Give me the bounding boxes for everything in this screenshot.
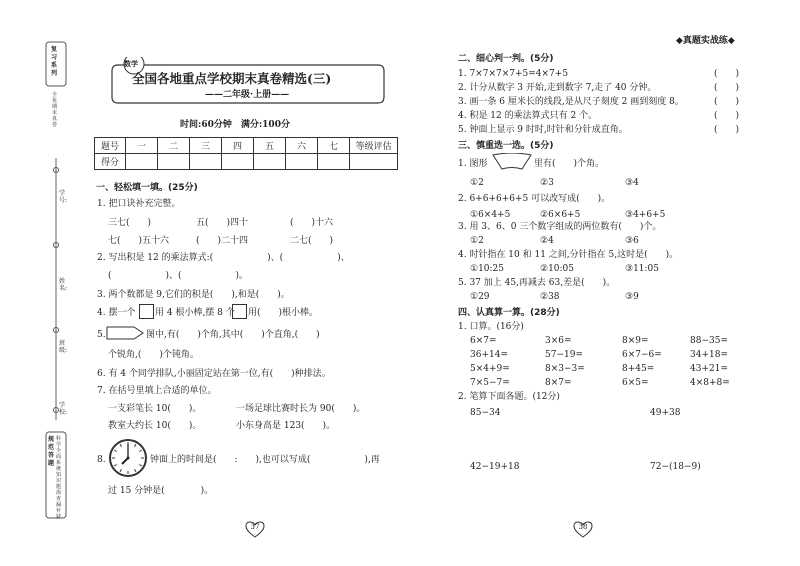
page-number-left: 37 — [250, 523, 260, 531]
square-figure — [232, 304, 247, 319]
judge-answer-paren[interactable]: ( ) — [714, 125, 740, 135]
judge-answer-paren[interactable]: ( ) — [714, 69, 740, 79]
section-3-title: 三、慎重选一选。(5分) — [458, 141, 554, 151]
page-number-right: 38 — [578, 523, 588, 531]
question-2-line-1: 2. 写出积是 12 的乘法算式:( )、( )、 — [97, 253, 350, 263]
calc-item: 36+14= — [470, 350, 508, 360]
square-figure — [139, 304, 154, 319]
q7-item: 一场足球比赛时长为 90( )。 — [236, 404, 366, 414]
question-6: 6. 有 4 个同学排队,小丽固定站在第一位,有( )种排法。 — [97, 369, 331, 379]
calc-item: 6×7= — [470, 336, 497, 346]
q1-item: ( )二十四 — [196, 236, 249, 246]
score-value-row — [95, 154, 398, 170]
section-4-title: 四、认真算一算。(28分) — [458, 308, 560, 318]
score-cell: 三 — [190, 138, 222, 154]
calc-item: 8×9= — [622, 336, 649, 346]
choice-option: ②4 — [540, 236, 554, 246]
calc-item: 8×3−3= — [545, 364, 585, 374]
q1-item: 三七( ) — [108, 218, 152, 228]
question-5-text: 图中,有( )个角,其中( )个直角,( ) — [146, 330, 320, 340]
choice-option: ③4+6+5 — [625, 210, 666, 220]
section-2-title: 二、细心判一判。(5分) — [458, 54, 554, 64]
choice-3: 3. 用 3、6、0 三个数字组成的两位数有( )个。 — [458, 222, 662, 232]
score-input[interactable] — [222, 154, 254, 170]
judge-item: 5. 钟面上显示 9 时时,时针和分针成直角。 — [458, 125, 628, 135]
q1-item: 七( )五十六 — [108, 236, 170, 246]
calc-item: 8+45= — [622, 364, 655, 374]
choice-option: ②6×6+5 — [540, 210, 581, 220]
score-input[interactable] — [286, 154, 318, 170]
question-4-part-1: 4. 摆一个 — [97, 308, 136, 318]
written-item: 85−34 — [470, 408, 501, 418]
margin-label-school: 学校: — [59, 402, 68, 416]
margin-top-text: 全优期末真卷 — [52, 92, 58, 128]
score-cell: 五 — [254, 138, 286, 154]
calc-item: 7×5−7= — [470, 378, 510, 388]
title-banner — [110, 57, 386, 105]
choice-option: ①6×4+5 — [470, 210, 511, 220]
judge-answer-paren[interactable]: ( ) — [714, 111, 740, 121]
score-cell: 四 — [222, 138, 254, 154]
margin-bottom-box: 规范答题 — [48, 436, 55, 467]
pentagon-arrow-figure — [106, 326, 144, 340]
score-cell: 得分 — [95, 154, 126, 170]
margin-bottom-text: 科学 全面 系统 知识题海 查漏补缺 — [56, 436, 62, 520]
choice-option: ①10:25 — [470, 264, 505, 274]
score-input[interactable] — [126, 154, 158, 170]
score-cell: 等级评估 — [350, 138, 398, 154]
choice-2: 2. 6+6+6+6+5 可以改写成( )。 — [458, 194, 611, 204]
exam-title: 全国各地重点学校期末真卷精选(三) — [132, 71, 332, 86]
subject-badge: 数学 — [124, 60, 138, 68]
question-2-line-2: ( )、( )。 — [108, 271, 249, 281]
margin-label-student-no: 学号: — [59, 190, 68, 204]
clock-figure — [108, 438, 148, 478]
written-item: 49+38 — [650, 408, 681, 418]
calc-item: 6×7−6= — [622, 350, 662, 360]
time-score: 时间:60分钟 满分:100分 — [180, 120, 290, 130]
score-cell: 一 — [126, 138, 158, 154]
header-tag: ◆真题实战练◆ — [676, 36, 735, 46]
written-item: 72−(18−9) — [650, 462, 701, 472]
choice-option: ③11:05 — [625, 264, 660, 274]
judge-item: 1. 7×7×7×7+5=4×7+5 — [458, 69, 569, 79]
question-5-number: 5. — [97, 330, 106, 340]
calc-item: 43+21= — [690, 364, 728, 374]
choice-option: ①2 — [470, 178, 484, 188]
question-4-part-2: 用 4 根小棒,摆 8 个 — [155, 308, 235, 318]
score-cell: 七 — [318, 138, 350, 154]
q7-item: 一支彩笔长 10( )。 — [108, 404, 202, 414]
section-1-title: 一、轻松填一填。(25分) — [96, 183, 198, 193]
q1-item: ( )十六 — [290, 218, 334, 228]
margin-label-name: 姓名: — [59, 278, 68, 292]
q7-item: 教室大约长 10( )。 — [108, 421, 202, 431]
written-title: 2. 笔算下面各题。(12分) — [458, 392, 560, 402]
question-8-text: 钟面上的时间是( : ),也可以写成( ),再 — [150, 455, 380, 465]
score-cell: 题号 — [95, 138, 126, 154]
choice-option: ②38 — [540, 292, 560, 302]
question-7: 7. 在括号里填上合适的单位。 — [97, 386, 217, 396]
calc-item: 6×5= — [622, 378, 649, 388]
question-8-line-2: 过 15 分钟是( )。 — [108, 486, 214, 496]
choice-4: 4. 时针指在 10 和 11 之间,分针指在 5,这时是( )。 — [458, 250, 679, 260]
judge-item: 3. 画一条 6 厘米长的线段,是从尺子刻度 2 画到刻度 8。 — [458, 97, 684, 107]
sector-figure — [492, 153, 532, 171]
score-input[interactable] — [254, 154, 286, 170]
choice-option: ②3 — [540, 178, 554, 188]
judge-answer-paren[interactable]: ( ) — [714, 97, 740, 107]
score-cell: 六 — [286, 138, 318, 154]
q1-item: 二七( ) — [290, 236, 334, 246]
calc-item: 88−35= — [690, 336, 728, 346]
choice-5: 5. 37 加上 45,再减去 63,差是( )。 — [458, 278, 616, 288]
question-1: 1. 把口诀补充完整。 — [97, 199, 181, 209]
calc-item: 34+18= — [690, 350, 728, 360]
choice-1-part-2: 里有( )个角。 — [534, 159, 605, 169]
judge-answer-paren[interactable]: ( ) — [714, 83, 740, 93]
written-item: 42−19+18 — [470, 462, 520, 472]
q1-item: 五( )四十 — [196, 218, 249, 228]
question-5-line-2: 个锐角,( )个钝角。 — [108, 350, 199, 360]
score-input[interactable] — [190, 154, 222, 170]
calc-item: 3×6= — [545, 336, 572, 346]
score-input[interactable] — [158, 154, 190, 170]
score-header-row — [95, 138, 398, 154]
grade-label: ——二年级·上册—— — [205, 90, 290, 100]
binding-margin — [43, 40, 69, 522]
score-table — [94, 137, 398, 170]
choice-option: ②10:05 — [540, 264, 575, 274]
choice-1-part-1: 1. 图形 — [458, 159, 488, 169]
question-4-part-3: 用( )根小棒。 — [248, 308, 319, 318]
judge-item: 2. 计分从数字 3 开始,走到数字 7,走了 40 分钟。 — [458, 83, 657, 93]
calc-item: 4×8+8= — [690, 378, 730, 388]
choice-option: ①29 — [470, 292, 490, 302]
score-input[interactable] — [318, 154, 350, 170]
choice-option: ①2 — [470, 236, 484, 246]
score-cell: 二 — [158, 138, 190, 154]
margin-top-box: 复习系列 — [51, 46, 58, 77]
choice-option: ③6 — [625, 236, 639, 246]
calc-item: 8×7= — [545, 378, 572, 388]
choice-option: ③4 — [625, 178, 639, 188]
calc-title: 1. 口算。(16分) — [458, 322, 524, 332]
choice-option: ③9 — [625, 292, 639, 302]
q7-item: 小东身高是 123( )。 — [236, 421, 336, 431]
question-8-number: 8. — [97, 455, 106, 465]
calc-item: 57−19= — [545, 350, 583, 360]
margin-label-class: 班级: — [59, 340, 68, 354]
question-3: 3. 两个数都是 9,它们的积是( ),和是( )。 — [97, 290, 290, 300]
calc-item: 5×4+9= — [470, 364, 510, 374]
score-input[interactable] — [350, 154, 398, 170]
judge-item: 4. 积是 12 的乘法算式只有 2 个。 — [458, 111, 598, 121]
